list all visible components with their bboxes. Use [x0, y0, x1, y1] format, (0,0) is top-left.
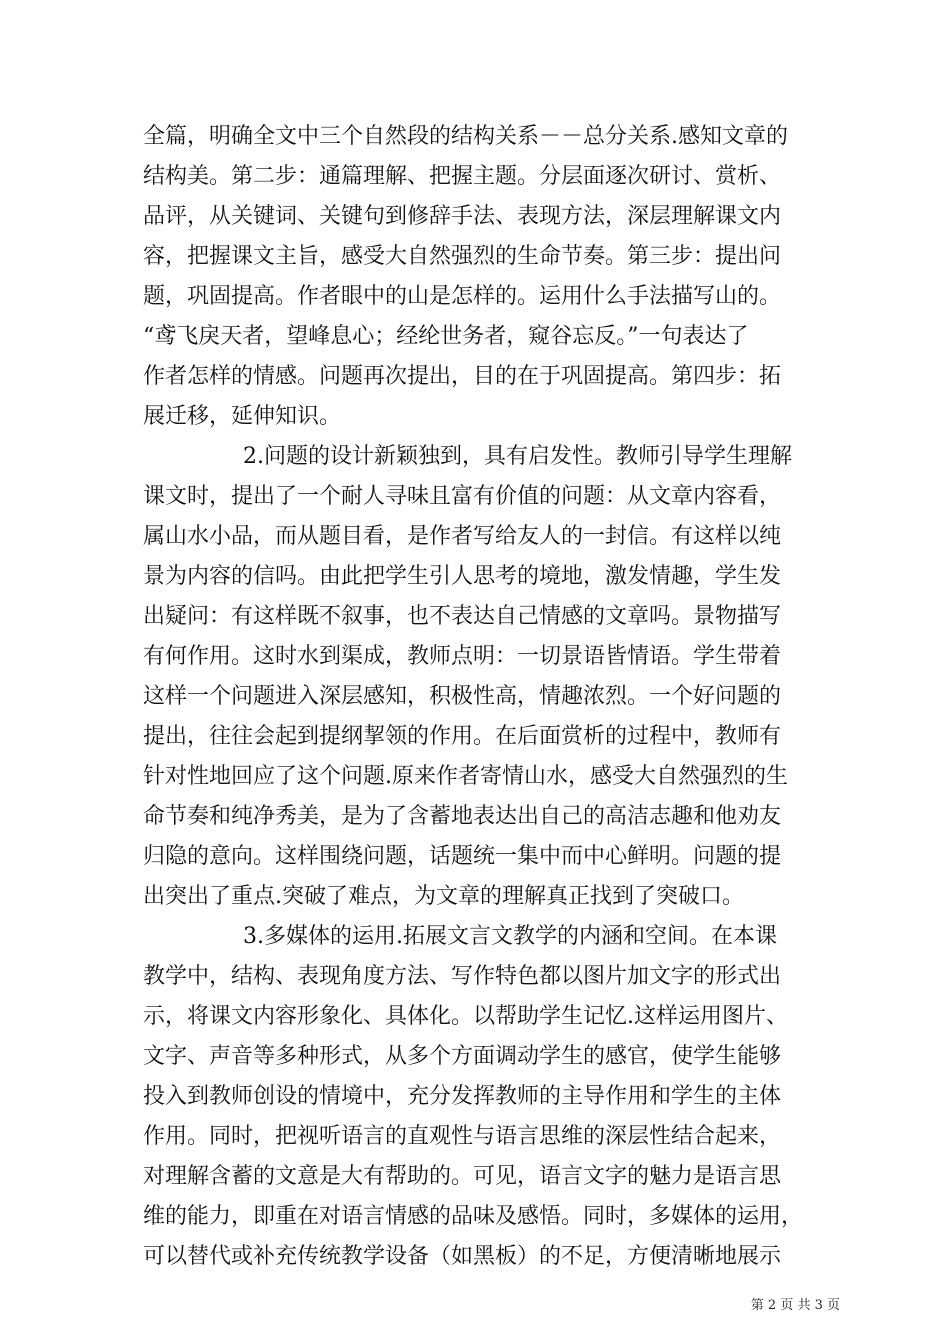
body-line: “鸢飞戾天者，望峰息心；经纶世务者，窥谷忘反。”一句表达了 — [143, 324, 749, 349]
body-line: 文字、声音等多种形式，从多个方面调动学生的感官，使学生能够 — [143, 1044, 782, 1069]
body-line: 这样一个问题进入深层感知，积极性高，情趣浓烈。一个好问题的 — [143, 684, 782, 709]
body-line: 归隐的意向。这样围绕问题，话题统一集中而中心鲜明。问题的提 — [143, 844, 782, 869]
body-line: 有何作用。这时水到渠成，教师点明：一切景语皆情语。学生带着 — [143, 644, 782, 669]
body-line: 教学中，结构、表现角度方法、写作特色都以图片加文字的形式出 — [143, 964, 782, 989]
body-line: 题，巩固提高。作者眼中的山是怎样的。运用什么手法描写山的。 — [143, 284, 782, 309]
page-number-footer: 第 2 页 共 3 页 — [750, 1298, 840, 1313]
body-line: 对理解含蓄的文意是大有帮助的。可见，语言文字的魅力是语言思 — [143, 1164, 782, 1189]
body-line: 作者怎样的情感。问题再次提出，目的在于巩固提高。第四步：拓 — [143, 364, 782, 389]
body-line: 属山水小品，而从题目看，是作者写给友人的一封信。有这样以纯 — [143, 524, 782, 549]
paragraph-start-line: 3.多媒体的运用.拓展文言文教学的内涵和空间。在本课 — [243, 924, 777, 949]
body-line: 命节奏和纯净秀美，是为了含蓄地表达出自己的高洁志趣和他劝友 — [143, 804, 782, 829]
body-line: 展迁移，延伸知识。 — [143, 404, 342, 429]
body-line: 维的能力，即重在对语言情感的品味及感悟。同时，多媒体的运用， — [143, 1204, 804, 1229]
body-line: 针对性地回应了这个问题.原来作者寄情山水，感受大自然强烈的生 — [143, 764, 788, 789]
body-line: 作用。同时，把视听语言的直观性与语言思维的深层性结合起来， — [143, 1124, 782, 1149]
body-line: 示，将课文内容形象化、具体化。以帮助学生记忆.这样运用图片、 — [143, 1004, 788, 1029]
body-line: 全篇，明确全文中三个自然段的结构关系－－总分关系.感知文章的 — [143, 124, 788, 149]
body-line: 容，把握课文主旨，感受大自然强烈的生命节奏。第三步：提出问 — [143, 244, 782, 269]
body-line: 课文时，提出了一个耐人寻味且富有价值的问题：从文章内容看， — [143, 484, 782, 509]
body-line: 提出，往往会起到提纲挈领的作用。在后面赏析的过程中，教师有 — [143, 724, 782, 749]
body-line: 出疑问：有这样既不叙事，也不表达自己情感的文章吗。景物描写 — [143, 604, 782, 629]
body-line: 品评，从关键词、关键句到修辞手法、表现方法，深层理解课文内 — [143, 204, 782, 229]
paragraph-start-line: 2.问题的设计新颖独到，具有启发性。教师引导学生理解 — [243, 444, 792, 469]
body-line: 景为内容的信吗。由此把学生引人思考的境地，激发情趣，学生发 — [143, 564, 782, 589]
body-line: 可以替代或补充传统教学设备（如黑板）的不足，方便清晰地展示 — [143, 1244, 782, 1269]
body-line: 结构美。第二步：通篇理解、把握主题。分层面逐次研讨、赏析、 — [143, 164, 782, 189]
body-line: 出突出了重点.突破了难点，为文章的理解真正找到了突破口。 — [143, 884, 744, 909]
body-line: 投入到教师创设的情境中，充分发挥教师的主导作用和学生的主体 — [143, 1084, 782, 1109]
